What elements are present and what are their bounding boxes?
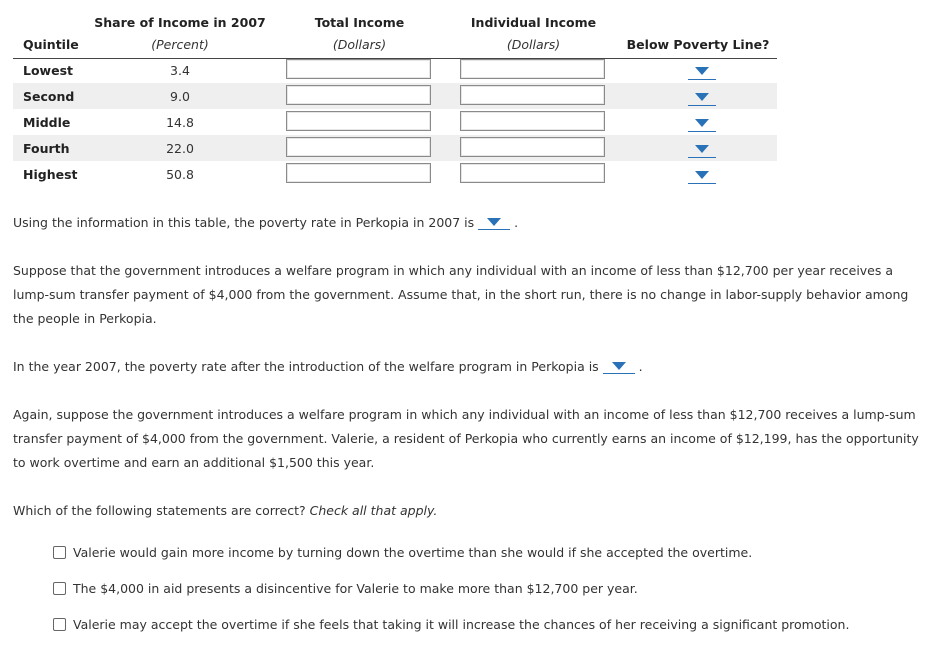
table-row [13,109,777,135]
individual-income-input[interactable] [460,85,605,105]
share-value: 9.0 [170,89,190,104]
table-row [13,161,777,187]
header-individual-unit: (Dollars) [506,37,561,52]
chevron-down-icon [695,119,709,127]
individual-income-input[interactable] [460,163,605,183]
checkbox[interactable] [53,582,66,595]
option-label: The $4,000 in aid presents a disincentive for Valerie to make more than $12,700 per year. [73,581,638,596]
individual-income-input[interactable] [460,137,605,157]
question-end: . [514,215,519,230]
chevron-down-icon [487,218,501,226]
total-income-input[interactable] [286,111,431,131]
question-statements [13,499,928,523]
poverty-dropdown[interactable] [688,139,716,158]
option-label: Valerie may accept the overtime if she feels that taking it will increase the chances of her receiving a significant promotion. [73,617,850,632]
quintile-label: Middle [23,115,71,130]
header-total: Total Income [314,15,405,30]
quintile-label: Second [23,89,75,104]
quintile-label: Fourth [23,141,70,156]
chevron-down-icon [695,171,709,179]
share-value: 22.0 [166,141,194,156]
chevron-down-icon [612,362,626,370]
question-poverty-rate-after [13,355,928,379]
poverty-rate-dropdown[interactable] [478,215,510,230]
option-label: Valerie would gain more income by turning down the overtime than she would if she accepted the overtime. [73,545,753,560]
checkbox[interactable] [53,546,66,559]
poverty-dropdown[interactable] [688,113,716,132]
question-text: Which of the following statements are correct? [13,503,306,518]
chevron-down-icon [695,67,709,75]
header-total-unit: (Dollars) [332,37,387,52]
question-hint: Check all that apply. [309,503,438,518]
header-share: Share of Income in 2007 [94,15,266,30]
header-share-unit: (Percent) [151,37,209,52]
chevron-down-icon [695,145,709,153]
total-income-input[interactable] [286,137,431,157]
share-value: 14.8 [166,115,194,130]
table-row [13,135,777,161]
total-income-input[interactable] [286,59,431,79]
checkbox[interactable] [53,618,66,631]
question-poverty-rate-2007 [13,211,928,235]
question-text: Using the information in this table, the poverty rate in Perkopia in 2007 is [13,215,475,230]
total-income-input[interactable] [286,163,431,183]
individual-income-input[interactable] [460,59,605,79]
chevron-down-icon [695,93,709,101]
scenario-paragraph-1: Suppose that the government introduces a welfare program in which any individual with an income of less than $12,700 per year receives a lump-sum transfer payment of $4,000 from the government. Assume that, in the short run, there is no change in labor-supply behavior among the people in Perkopia. [13,263,909,326]
table-row [13,83,777,109]
table-row [13,57,777,83]
question-text: In the year 2007, the poverty rate after the introduction of the welfare program in Perkopia is [13,359,599,374]
header-individual: Individual Income [470,15,597,30]
poverty-rate-after-dropdown[interactable] [603,359,635,374]
poverty-dropdown[interactable] [688,87,716,106]
poverty-dropdown[interactable] [688,61,716,80]
poverty-dropdown[interactable] [688,165,716,184]
quintile-label: Lowest [23,63,73,78]
total-income-input[interactable] [286,85,431,105]
header-quintile: Quintile [23,37,79,52]
header-poverty: Below Poverty Line? [626,37,770,52]
individual-income-input[interactable] [460,111,605,131]
question-end: . [638,359,643,374]
share-value: 50.8 [166,167,194,182]
share-value: 3.4 [170,63,190,78]
quintile-label: Highest [23,167,78,182]
scenario-paragraph-2: Again, suppose the government introduces a welfare program in which any individual with an income of less than $12,700 receives a lump-sum transfer payment of $4,000 from the government. Valerie, a resident of Perkopia who currently earns an income of $12,199, has the opportunity to work overtime and earn an additional $1,500 this year. [13,407,919,470]
